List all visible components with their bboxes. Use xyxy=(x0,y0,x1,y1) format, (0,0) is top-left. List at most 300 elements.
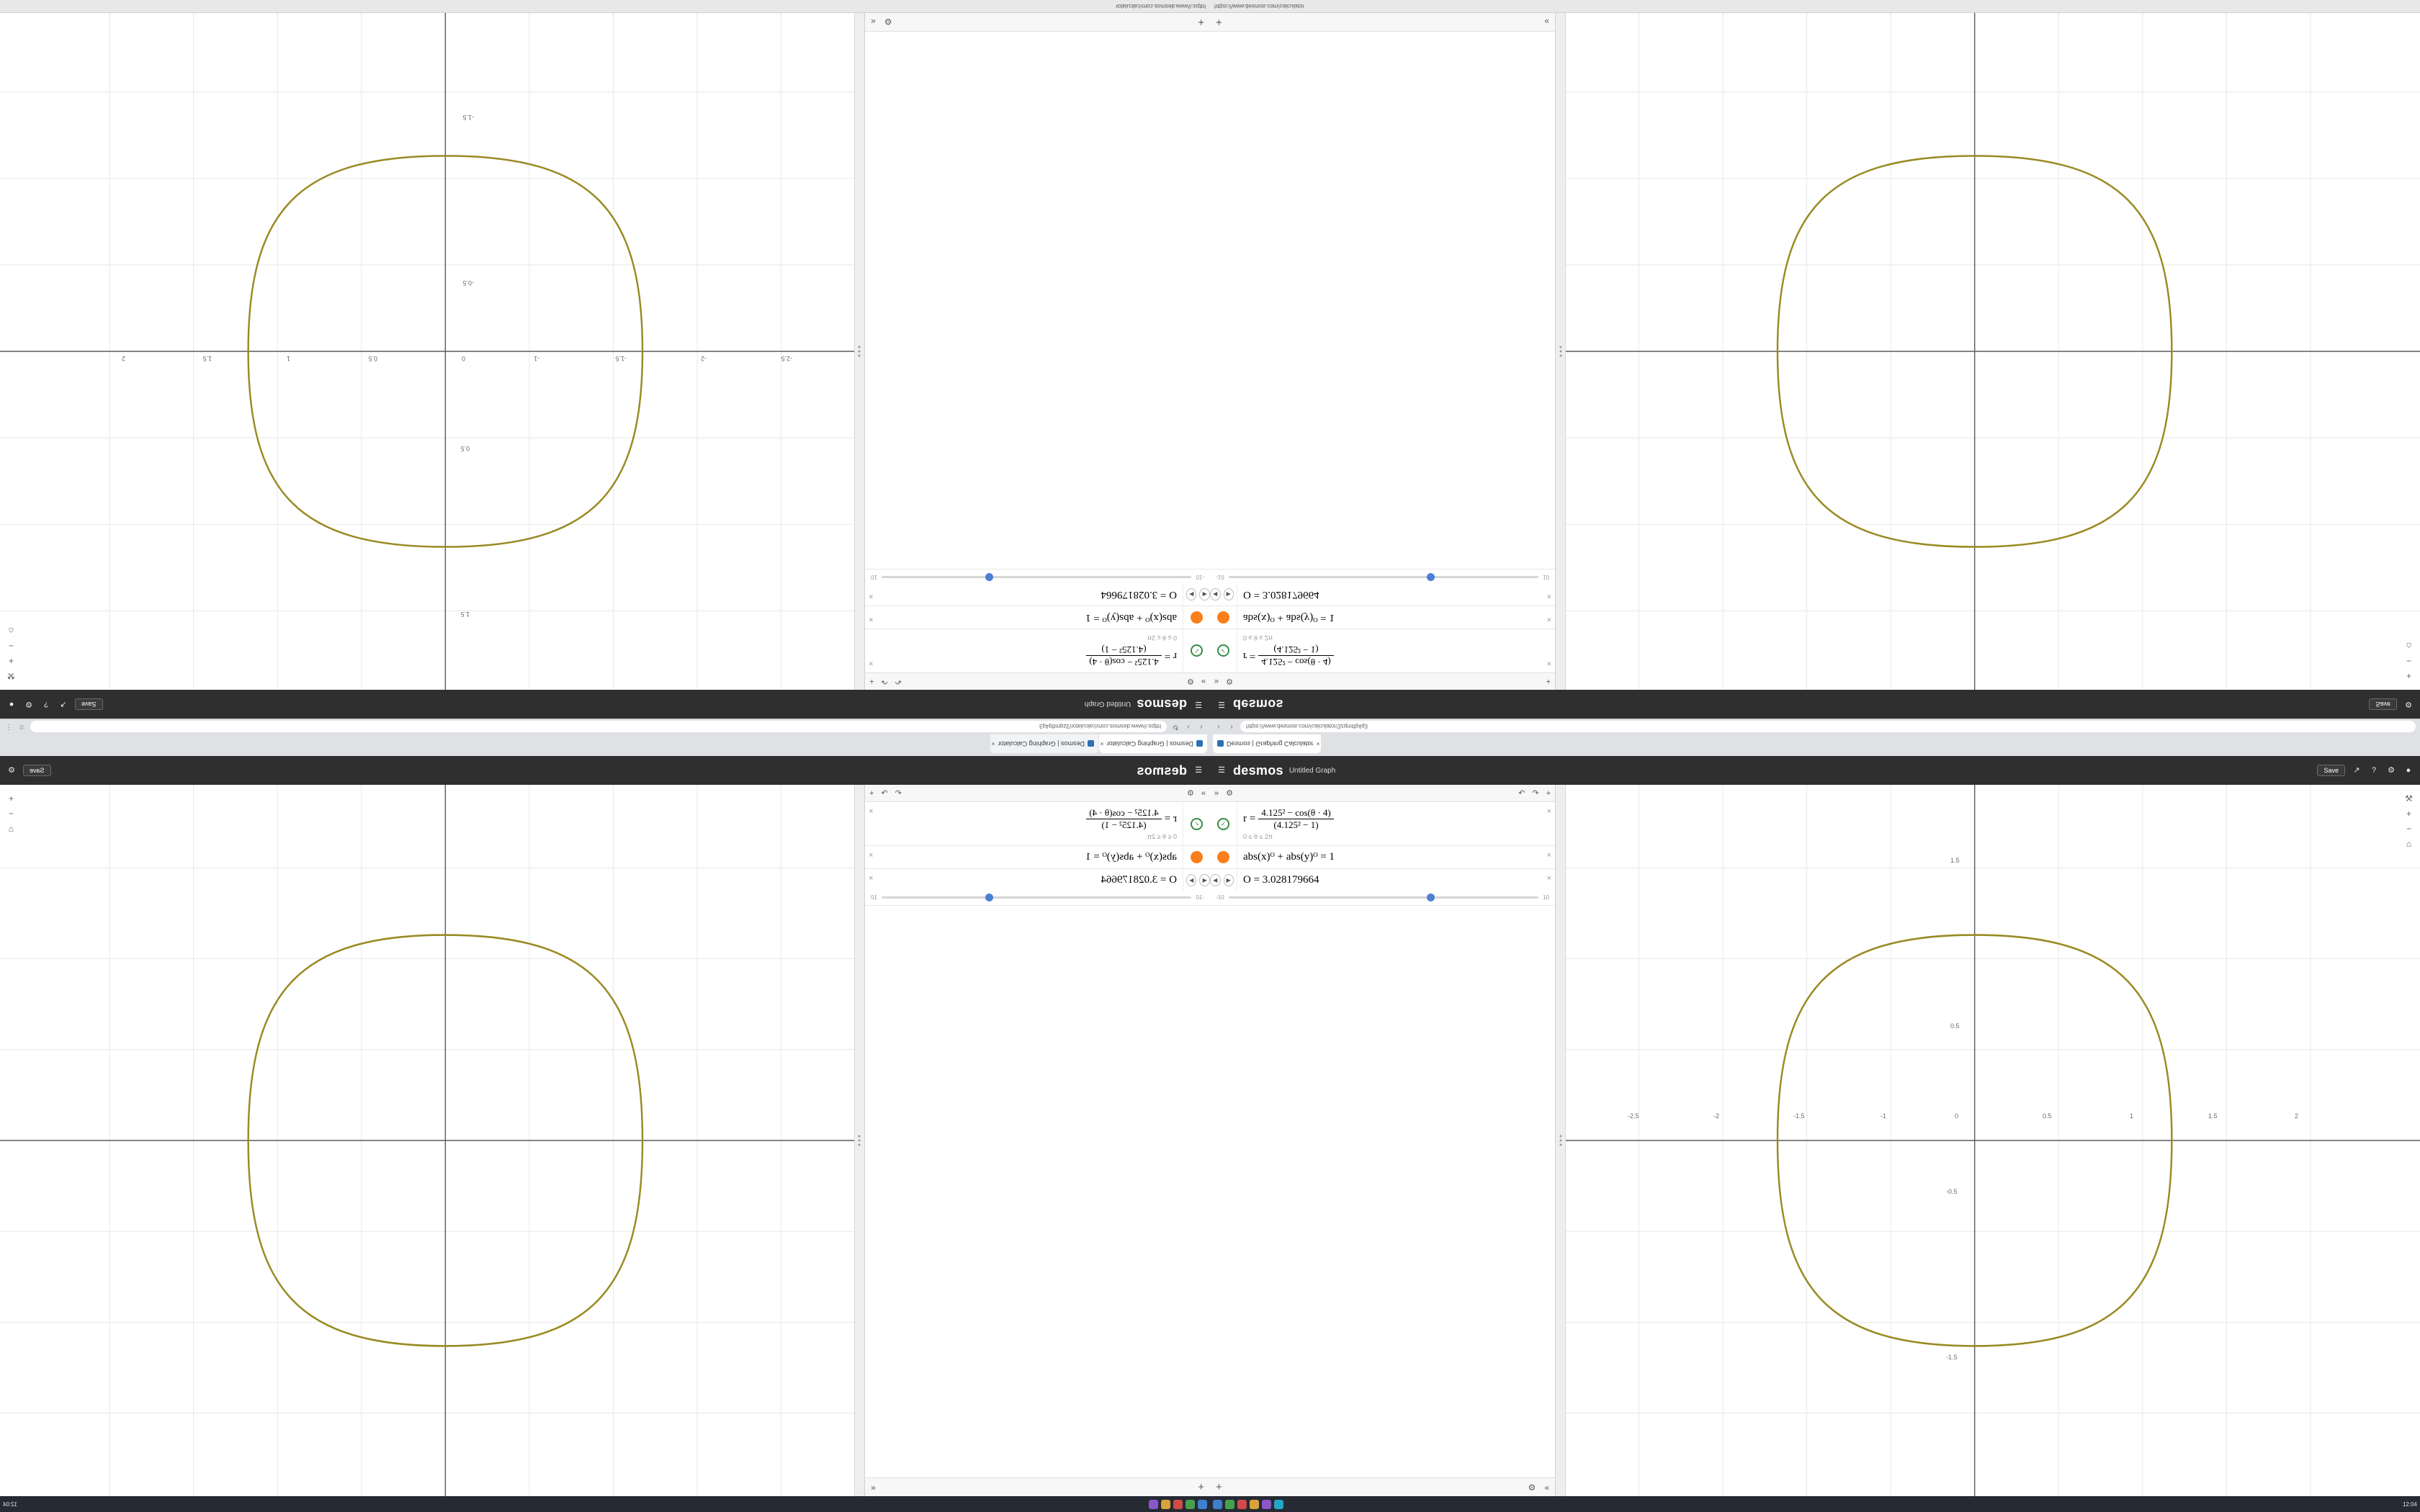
status-url: https://www.desmos.com/calculator xyxy=(1214,3,1304,9)
gear-icon[interactable]: ⚙ xyxy=(1187,677,1194,685)
expression-footer xyxy=(1210,1477,1555,1496)
account-icon[interactable]: ● xyxy=(9,700,14,708)
expression-panel xyxy=(864,785,1210,1496)
expression-badge[interactable] xyxy=(1183,629,1210,672)
fraction-denominator: (4.125² − 1) xyxy=(1101,819,1147,830)
expression-content[interactable] xyxy=(1237,802,1555,845)
app-icon[interactable] xyxy=(1237,1500,1247,1509)
expression-footer xyxy=(1210,13,1555,32)
x-tick: -2.5 xyxy=(781,355,792,362)
delete-expression-icon[interactable]: × xyxy=(869,615,874,624)
mirrored-pane-bottom-left xyxy=(0,756,1210,1512)
expression-badge[interactable] xyxy=(1210,629,1237,672)
desmos-header xyxy=(0,756,1210,785)
expression-row-slider[interactable] xyxy=(1210,869,1555,906)
panel-resize-handle[interactable] xyxy=(1556,785,1566,1496)
expression-content[interactable] xyxy=(865,629,1183,672)
x-tick: 1 xyxy=(286,355,290,362)
expression-content[interactable] xyxy=(865,802,1183,845)
slider-equation: O = 3.028179664 xyxy=(1243,874,1319,886)
gear-icon[interactable]: ⚙ xyxy=(1187,789,1194,798)
slider-step-back-icon[interactable]: ◀ xyxy=(1210,874,1221,886)
share-icon[interactable]: ↗ xyxy=(60,700,67,708)
expression-badge[interactable] xyxy=(1210,846,1237,868)
slider-control[interactable] xyxy=(1210,891,1555,905)
share-icon[interactable]: ↗ xyxy=(2353,766,2360,775)
desmos-header xyxy=(1210,690,2420,719)
slider-max-label: 10 xyxy=(1543,894,1549,901)
graph-toggle-icon[interactable]: ✓ xyxy=(1191,645,1203,657)
save-button[interactable]: Save xyxy=(2317,765,2345,776)
slider-min-label: -10 xyxy=(1196,574,1204,580)
graph-canvas[interactable] xyxy=(1566,13,2420,690)
y-tick: 1.5 xyxy=(1950,857,1960,864)
graph-title[interactable]: Untitled Graph xyxy=(1289,766,1336,775)
forward-icon[interactable]: › xyxy=(1230,723,1233,731)
desmos-logo: desmos xyxy=(1137,762,1187,778)
domain-restriction: 0 ≤ θ ≤ 2π xyxy=(1243,833,1273,840)
back-icon[interactable]: ‹ xyxy=(1217,723,1220,731)
expression-panel xyxy=(864,13,1210,690)
desmos-app-instance-1 xyxy=(0,0,1210,756)
graph-toggle-icon[interactable] xyxy=(1217,611,1229,624)
save-button[interactable]: Save xyxy=(2369,698,2397,710)
add-expression-icon[interactable]: + xyxy=(869,788,874,798)
expression-row-implicit[interactable] xyxy=(1210,606,1555,629)
expression-badge[interactable] xyxy=(1183,846,1210,868)
tab-close-icon[interactable]: × xyxy=(1316,740,1320,747)
graph-zoom-controls[interactable] xyxy=(2403,640,2414,681)
add-expression-button[interactable]: + xyxy=(1198,16,1204,28)
x-tick: 0 xyxy=(461,355,465,362)
x-tick: 0.5 xyxy=(2043,1112,2052,1120)
delete-expression-icon[interactable]: × xyxy=(869,807,874,816)
graph-toggle-icon[interactable]: ✓ xyxy=(1217,818,1229,830)
desmos-body xyxy=(0,13,1210,690)
expression-row-slider[interactable] xyxy=(865,869,1210,906)
expression-content[interactable] xyxy=(865,846,1183,868)
graph-toggle-icon[interactable] xyxy=(1191,611,1203,624)
slider-step-back-icon[interactable]: ◀ xyxy=(1200,588,1211,600)
fraction-numerator: 4.125² − cos(θ · 4) xyxy=(1258,655,1334,667)
graph-canvas[interactable] xyxy=(0,13,854,690)
graph-svg xyxy=(1566,785,2420,1496)
polar-lhs: r = xyxy=(1164,813,1177,824)
tab-strip xyxy=(1210,734,2420,756)
expression-panel xyxy=(1210,13,1556,690)
panel-resize-handle[interactable] xyxy=(854,13,864,690)
desmos-body xyxy=(1210,785,2420,1496)
slider-track[interactable] xyxy=(882,576,1192,578)
expression-toolbar xyxy=(1210,672,1555,690)
x-tick: 2 xyxy=(121,355,125,362)
delete-expression-icon[interactable]: × xyxy=(1546,615,1551,624)
slider-knob[interactable] xyxy=(1427,894,1435,901)
expression-row-polar[interactable] xyxy=(1210,629,1555,672)
y-tick: -1.5 xyxy=(1946,1354,1958,1361)
browser-chrome xyxy=(0,719,1210,756)
delete-expression-icon[interactable]: × xyxy=(1546,851,1551,860)
url-bar xyxy=(1210,719,2420,734)
delete-expression-icon[interactable]: × xyxy=(1546,592,1551,600)
redo-icon[interactable]: ↷ xyxy=(881,677,888,685)
expression-row-polar[interactable] xyxy=(1210,802,1555,846)
x-tick: -1.5 xyxy=(1793,1112,1805,1120)
zoom-out-button[interactable]: − xyxy=(2406,656,2411,666)
x-tick: 0 xyxy=(1955,1112,1959,1120)
expression-row-implicit[interactable] xyxy=(1210,846,1555,869)
app-icon[interactable] xyxy=(1173,1500,1183,1509)
slider-min-label: -10 xyxy=(1216,574,1224,580)
fraction-numerator: 4.125² − cos(θ · 4) xyxy=(1086,807,1162,819)
settings-icon[interactable]: ⚙ xyxy=(8,766,15,775)
graph-canvas[interactable] xyxy=(1566,785,2420,1496)
home-icon[interactable]: ⌂ xyxy=(8,626,14,636)
gear-icon[interactable]: ⚙ xyxy=(1226,677,1233,685)
expression-content[interactable] xyxy=(865,583,1183,606)
url-bar xyxy=(0,719,1210,734)
x-tick: -1 xyxy=(533,355,539,362)
implicit-equation: abs(x)ᴼ + abs(y)ᴼ = 1 xyxy=(1243,851,1335,863)
slider-equation: O = 3.028179664 xyxy=(1243,589,1319,600)
y-tick: -0.5 xyxy=(462,279,474,287)
slider-playback-controls[interactable] xyxy=(1183,869,1210,891)
graph-title[interactable]: Untitled Graph xyxy=(1084,700,1131,708)
app-icon[interactable] xyxy=(1213,1500,1222,1509)
slider-play-icon[interactable]: ▶ xyxy=(1224,874,1234,886)
collapse-panel-icon[interactable]: » xyxy=(1214,788,1219,798)
desmos-logo: desmos xyxy=(1137,697,1187,712)
slider-max-label: 10 xyxy=(871,574,877,580)
delete-expression-icon[interactable]: × xyxy=(869,874,874,883)
drag-dots-icon xyxy=(1559,1135,1561,1146)
save-button[interactable]: Save xyxy=(75,698,103,710)
expression-content[interactable] xyxy=(1237,869,1555,891)
expression-row-polar[interactable] xyxy=(865,629,1210,672)
reload-icon[interactable]: ↻ xyxy=(1172,723,1179,731)
slider-equation: O = 3.028179664 xyxy=(1101,874,1177,886)
tab-close-icon[interactable]: × xyxy=(1100,740,1104,747)
zoom-out-button[interactable]: − xyxy=(9,641,14,651)
fraction-numerator: 4.125² − cos(θ · 4) xyxy=(1086,655,1162,667)
add-expression-icon[interactable]: + xyxy=(1546,677,1551,686)
expression-panel xyxy=(1210,785,1556,1496)
domain-restriction: 0 ≤ θ ≤ 2π xyxy=(1243,634,1273,642)
expression-content[interactable] xyxy=(865,869,1183,891)
undo-icon[interactable]: ↶ xyxy=(895,677,902,685)
slider-max-label: 10 xyxy=(1543,574,1549,580)
polar-equation xyxy=(1243,807,1536,831)
x-tick: -1 xyxy=(1881,1112,1887,1120)
panel-resize-handle[interactable] xyxy=(854,785,864,1496)
x-tick: -1.5 xyxy=(615,355,627,362)
undo-icon[interactable]: ↶ xyxy=(895,789,902,798)
taskbar-clock: 12:04 xyxy=(2402,1500,2417,1508)
expression-toolbar xyxy=(865,785,1210,802)
delete-expression-icon[interactable]: × xyxy=(869,659,874,667)
slider-track[interactable] xyxy=(1229,576,1539,578)
domain-restriction: 0 ≤ θ ≤ 2π xyxy=(1147,634,1177,642)
x-tick: 0.5 xyxy=(368,355,377,362)
zoom-in-button[interactable]: + xyxy=(2406,671,2411,681)
slider-playback-controls[interactable] xyxy=(1183,583,1210,606)
drag-dots-icon xyxy=(1559,346,1561,357)
expression-content[interactable] xyxy=(865,606,1183,629)
bookmark-star-icon[interactable]: ☆ xyxy=(18,723,25,731)
desmos-body xyxy=(1210,13,2420,690)
address-input[interactable]: https://www.desmos.com/calculator/3zqmtfq4q3 xyxy=(1240,721,2416,732)
expand-panel-icon[interactable]: « xyxy=(871,1482,876,1493)
fraction xyxy=(1258,807,1334,831)
y-tick: 0.5 xyxy=(1950,1022,1960,1030)
desmos-header xyxy=(0,690,1210,719)
fraction xyxy=(1258,644,1334,667)
slider-playback-controls[interactable] xyxy=(1210,583,1237,606)
add-expression-icon[interactable]: + xyxy=(1546,788,1551,798)
hamburger-icon[interactable]: ☰ xyxy=(1218,700,1225,708)
polar-lhs: r = xyxy=(1243,813,1256,824)
slider-knob[interactable] xyxy=(1427,573,1435,581)
desmos-header xyxy=(1210,756,2420,785)
hamburger-icon[interactable]: ☰ xyxy=(1195,766,1202,775)
polar-lhs: r = xyxy=(1243,650,1256,662)
implicit-equation: abs(x)ᴼ + abs(y)ᴼ = 1 xyxy=(1085,612,1177,624)
slider-play-icon[interactable]: ▶ xyxy=(1186,588,1197,600)
graph-toggle-icon[interactable] xyxy=(1191,851,1203,863)
slider-track[interactable] xyxy=(882,896,1192,899)
gear-icon-footer[interactable]: ⚙ xyxy=(884,17,892,27)
slider-control[interactable] xyxy=(865,570,1210,583)
implicit-equation: abs(x)ᴼ + abs(y)ᴼ = 1 xyxy=(1243,612,1335,624)
app-icon[interactable] xyxy=(1262,1500,1271,1509)
collapse-panel-icon[interactable]: » xyxy=(1201,677,1206,686)
settings-icon[interactable]: ⚙ xyxy=(2405,700,2412,708)
graph-toggle-icon[interactable]: ✓ xyxy=(1217,645,1229,657)
app-icon[interactable] xyxy=(1274,1500,1283,1509)
app-icon[interactable] xyxy=(1149,1500,1158,1509)
hamburger-icon[interactable]: ☰ xyxy=(1218,766,1225,775)
expression-list xyxy=(1210,802,1555,1496)
slider-step-back-icon[interactable]: ◀ xyxy=(1210,588,1221,600)
browser-tab[interactable] xyxy=(1213,734,1321,753)
pane-bottom-right xyxy=(1210,756,2420,1512)
taskbar-clock: 12:04 xyxy=(3,1500,18,1508)
slider-step-back-icon[interactable]: ◀ xyxy=(1200,874,1211,886)
x-tick: -2.5 xyxy=(1628,1112,1639,1120)
slider-knob[interactable] xyxy=(985,894,993,901)
polar-equation xyxy=(1243,644,1536,667)
graph-zoom-controls[interactable] xyxy=(6,625,17,681)
forward-icon[interactable]: › xyxy=(1187,723,1190,731)
gear-icon[interactable]: ⚙ xyxy=(1226,789,1233,798)
expression-badge[interactable] xyxy=(1183,606,1210,629)
slider-control[interactable] xyxy=(1210,570,1555,583)
hamburger-icon[interactable]: ☰ xyxy=(1195,700,1202,708)
browser-chrome xyxy=(1210,719,2420,756)
add-expression-button[interactable]: + xyxy=(1198,1481,1204,1493)
desmos-body xyxy=(0,785,1210,1496)
settings-icon[interactable]: ⚙ xyxy=(25,700,32,708)
wrench-icon[interactable]: ⚒ xyxy=(2405,793,2413,804)
polar-equation xyxy=(884,644,1177,667)
tab-label: Desmos | Graphing Calculator xyxy=(1106,740,1193,747)
os-taskbar xyxy=(0,1496,1210,1512)
browser-status-bar xyxy=(1210,0,2420,13)
slider-play-icon[interactable]: ▶ xyxy=(1224,588,1234,600)
expression-badge[interactable] xyxy=(1210,802,1237,845)
expression-list xyxy=(1210,13,1555,672)
app-icon[interactable] xyxy=(1198,1500,1207,1509)
zoom-in-button[interactable]: + xyxy=(9,656,14,666)
help-icon[interactable]: ? xyxy=(43,700,49,708)
zoom-out-button[interactable]: − xyxy=(9,809,14,819)
expression-row-polar[interactable] xyxy=(865,802,1210,846)
save-button[interactable]: Save xyxy=(23,765,51,776)
fraction-denominator: (4.125² − 1) xyxy=(1273,644,1319,655)
app-icon[interactable] xyxy=(1161,1500,1170,1509)
favicon-icon xyxy=(1217,741,1224,747)
slider-control[interactable] xyxy=(865,891,1210,905)
slider-playback-controls[interactable] xyxy=(1210,869,1237,891)
expression-list xyxy=(865,13,1210,672)
os-taskbar xyxy=(1210,1496,2420,1512)
graph-zoom-controls[interactable] xyxy=(2403,793,2414,850)
zoom-in-button[interactable]: + xyxy=(9,793,14,804)
status-url: https://www.desmos.com/calculator xyxy=(1116,3,1206,9)
x-tick: 1 xyxy=(2130,1112,2134,1120)
delete-expression-icon[interactable]: × xyxy=(869,592,874,600)
favicon-icon xyxy=(1088,741,1094,747)
y-tick: 1.5 xyxy=(460,611,470,618)
expression-footer xyxy=(865,1477,1210,1496)
tab-close-icon[interactable]: × xyxy=(991,740,995,747)
tab-strip xyxy=(0,734,1210,756)
fraction-denominator: (4.125² − 1) xyxy=(1273,819,1319,830)
expression-content[interactable] xyxy=(1237,846,1555,868)
home-icon[interactable]: ⌂ xyxy=(8,824,14,834)
help-icon[interactable]: ? xyxy=(2371,766,2377,775)
expand-panel-icon[interactable]: « xyxy=(871,17,876,27)
expand-panel-icon[interactable]: « xyxy=(1544,1482,1549,1493)
expression-footer xyxy=(865,13,1210,32)
expression-badge[interactable] xyxy=(1210,606,1237,629)
desmos-app-instance-2 xyxy=(1210,0,2420,756)
app-icon[interactable] xyxy=(1186,1500,1195,1509)
expression-content[interactable] xyxy=(1237,629,1555,672)
favicon-icon xyxy=(1196,741,1203,747)
fraction xyxy=(1086,644,1162,667)
y-tick: 0.5 xyxy=(460,445,470,452)
x-tick: -2 xyxy=(700,355,707,362)
slider-equation: O = 3.028179664 xyxy=(1101,589,1177,600)
back-icon[interactable]: ‹ xyxy=(1200,723,1203,731)
address-input[interactable]: https://www.desmos.com/calculator/3zqmtfq4q3 xyxy=(30,721,1167,732)
collapse-panel-icon[interactable]: » xyxy=(1214,677,1219,686)
delete-expression-icon[interactable]: × xyxy=(869,851,874,860)
implicit-equation: abs(x)ᴼ + abs(y)ᴼ = 1 xyxy=(1085,851,1177,863)
browser-tab[interactable] xyxy=(990,734,1098,753)
expression-row-slider[interactable] xyxy=(1210,569,1555,606)
collapse-panel-icon[interactable]: » xyxy=(1201,788,1206,798)
expression-toolbar xyxy=(865,672,1210,690)
account-icon[interactable]: ● xyxy=(2406,766,2411,775)
redo-icon[interactable]: ↷ xyxy=(1532,789,1539,798)
fraction-numerator: 4.125² − cos(θ · 4) xyxy=(1258,807,1334,819)
expand-panel-icon[interactable]: « xyxy=(1544,17,1549,27)
drag-dots-icon xyxy=(859,346,861,357)
zoom-out-button[interactable]: − xyxy=(2406,824,2411,834)
home-icon[interactable]: ⌂ xyxy=(2406,839,2412,849)
drag-dots-icon xyxy=(859,1135,861,1146)
add-expression-button[interactable]: + xyxy=(1216,1481,1222,1493)
graph-toggle-icon[interactable]: ✓ xyxy=(1191,818,1203,830)
browser-tab[interactable] xyxy=(1099,734,1207,753)
gear-icon-footer[interactable]: ⚙ xyxy=(1528,1482,1536,1493)
polar-equation xyxy=(884,807,1177,831)
expression-row-implicit[interactable] xyxy=(865,606,1210,629)
add-expression-icon[interactable]: + xyxy=(869,677,874,686)
expression-content[interactable] xyxy=(1237,606,1555,629)
y-tick: -1.5 xyxy=(462,114,474,121)
wrench-icon[interactable]: ⚒ xyxy=(7,671,15,681)
tab-label: Desmos | Graphing Calculator xyxy=(998,740,1085,747)
desmos-app-instance-4 xyxy=(1210,756,2420,1512)
slider-knob[interactable] xyxy=(985,573,993,581)
graph-zoom-controls[interactable] xyxy=(6,793,17,834)
add-expression-button[interactable]: + xyxy=(1216,16,1222,28)
browser-menu-icon[interactable]: ⋮ xyxy=(5,723,12,731)
slider-min-label: -10 xyxy=(1216,894,1224,901)
graph-svg xyxy=(0,13,854,690)
desmos-logo: desmos xyxy=(1233,697,1283,712)
graph-svg xyxy=(0,785,854,1496)
app-icon[interactable] xyxy=(1225,1500,1234,1509)
x-tick: -2 xyxy=(1713,1112,1720,1120)
zoom-in-button[interactable]: + xyxy=(2406,809,2411,819)
delete-expression-icon[interactable]: × xyxy=(1546,659,1551,667)
mirrored-pane-top-right xyxy=(1210,0,2420,756)
slider-track[interactable] xyxy=(1229,896,1539,899)
home-icon[interactable]: ⌂ xyxy=(2406,641,2412,651)
slider-max-label: 10 xyxy=(871,894,877,901)
domain-restriction: 0 ≤ θ ≤ 2π xyxy=(1147,833,1177,840)
expression-toolbar xyxy=(1210,785,1555,802)
desmos-logo: desmos xyxy=(1233,762,1283,778)
polar-lhs: r = xyxy=(1164,650,1177,662)
fraction-denominator: (4.125² − 1) xyxy=(1101,644,1147,655)
delete-expression-icon[interactable]: × xyxy=(1546,874,1551,883)
graph-toggle-icon[interactable] xyxy=(1217,851,1229,863)
slider-play-icon[interactable]: ▶ xyxy=(1186,874,1197,886)
settings-icon[interactable]: ⚙ xyxy=(2388,766,2395,775)
graph-canvas[interactable] xyxy=(0,785,854,1496)
panel-resize-handle[interactable] xyxy=(1556,13,1566,690)
delete-expression-icon[interactable]: × xyxy=(1546,807,1551,816)
mirrored-pane-top-left xyxy=(0,0,1210,756)
desmos-app-instance-3 xyxy=(0,756,1210,1512)
y-tick: -0.5 xyxy=(1946,1188,1958,1195)
redo-icon[interactable]: ↷ xyxy=(881,789,888,798)
expression-row-slider[interactable] xyxy=(865,569,1210,606)
x-tick: 2 xyxy=(2295,1112,2299,1120)
app-icon[interactable] xyxy=(1250,1500,1259,1509)
expression-row-implicit[interactable] xyxy=(865,846,1210,869)
expression-content[interactable] xyxy=(1237,583,1555,606)
fraction xyxy=(1086,807,1162,831)
expression-badge[interactable] xyxy=(1183,802,1210,845)
tab-label: Desmos | Graphing Calculator xyxy=(1227,740,1314,747)
undo-icon[interactable]: ↶ xyxy=(1518,789,1525,798)
